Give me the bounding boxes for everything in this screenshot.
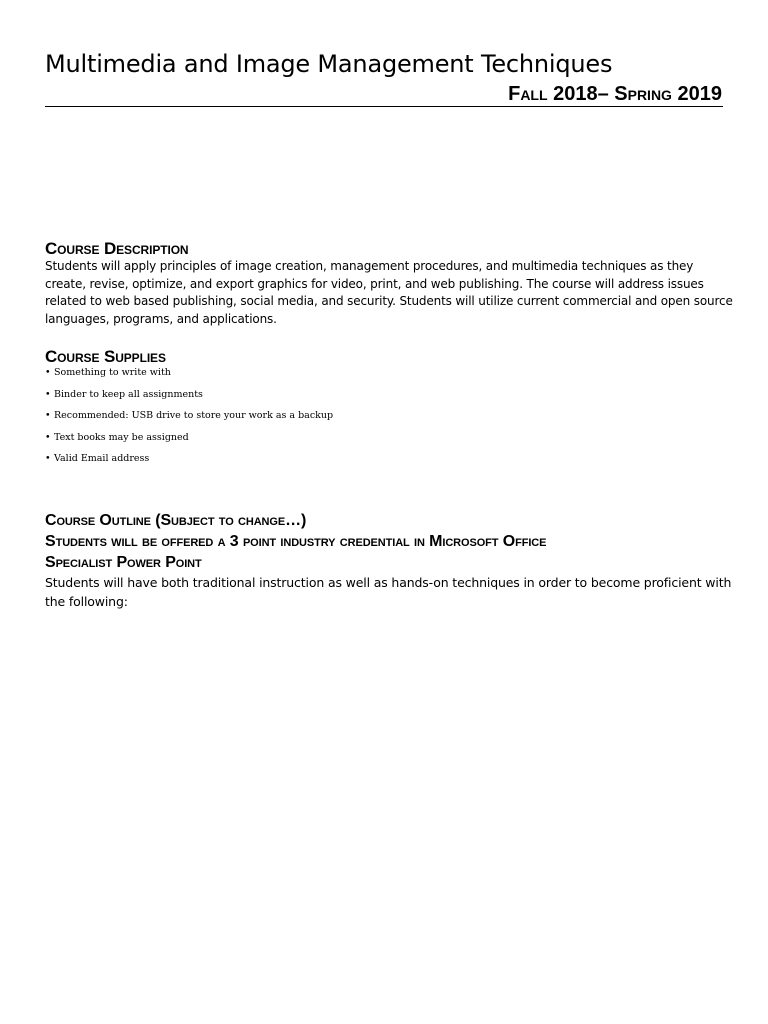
document-title: Multimedia and Image Management Techniques xyxy=(45,50,613,78)
supply-item-label: Something to write with xyxy=(54,367,171,378)
list-item xyxy=(45,388,333,410)
bullet-icon: • xyxy=(45,367,51,378)
credential-line-2: Specialist Power Point xyxy=(45,554,202,571)
course-supplies-heading: Course Supplies xyxy=(45,347,166,366)
bullet-icon: • xyxy=(45,388,51,400)
bullet-icon: • xyxy=(45,410,51,421)
semester-label: Fall 2018– Spring 2019 xyxy=(508,83,722,105)
credential-line-1: Students will be offered a 3 point industry credential in Microsoft Office xyxy=(45,533,547,550)
course-outline-text: Students will have both traditional instruction as well as hands-on techniques in order to become proficient with the following: xyxy=(45,575,732,609)
supply-item-label: Binder to keep all assignments xyxy=(54,388,203,400)
course-outline-heading: Course Outline (Subject to change…) xyxy=(45,512,307,529)
supply-item-label: Recommended: USB drive to store your work as a backup xyxy=(54,410,334,421)
supply-item-label: Text books may be assigned xyxy=(54,431,189,443)
course-description-heading: Course Description xyxy=(45,239,189,258)
course-description-text: Students will apply principles of image creation, management procedures, and multimedia techniques as they create, revise, optimize, and export graphics for video, print, and web publishing. The course will address issues related to web based publishing, social media, and security. Students will utilize current commercial and open source languages, programs, and applications. xyxy=(45,259,733,326)
supply-item-label: Valid Email address xyxy=(54,453,150,464)
list-item xyxy=(45,409,333,431)
bullet-icon: • xyxy=(45,431,51,443)
title-divider xyxy=(45,106,723,107)
list-item xyxy=(45,452,333,474)
list-item xyxy=(45,366,333,388)
list-item xyxy=(45,431,333,453)
bullet-icon: • xyxy=(45,453,51,464)
supplies-list xyxy=(45,366,333,474)
